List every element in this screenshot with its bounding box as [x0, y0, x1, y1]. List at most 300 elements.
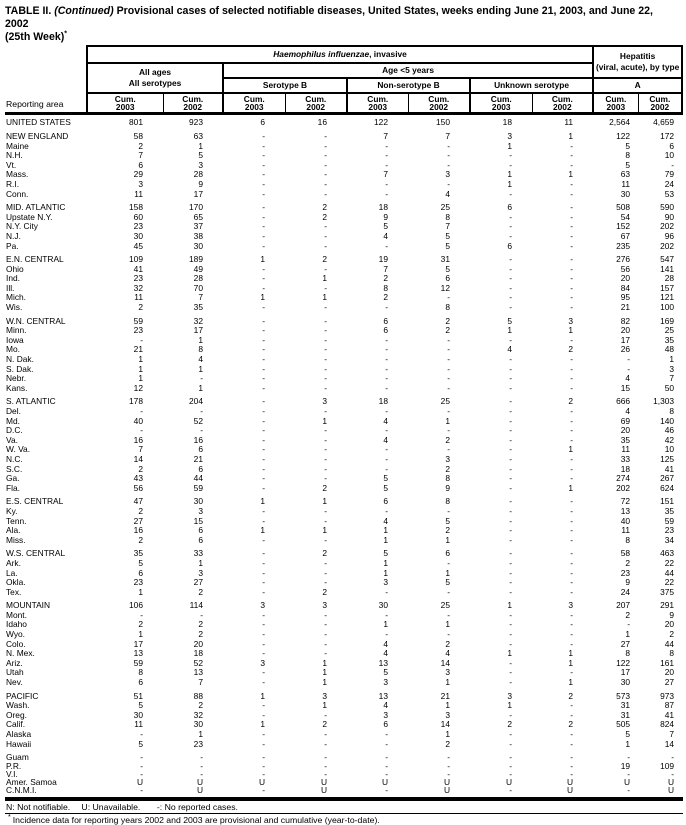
value-cell: 2,564: [609, 117, 631, 128]
value-cell: 106: [129, 600, 143, 611]
value-cell: 6: [445, 548, 450, 559]
all-ages-header: [87, 63, 223, 93]
value-cell: -: [324, 505, 327, 516]
value-cell: 1: [260, 525, 265, 536]
value-cell: 4: [507, 344, 512, 355]
value-cell: 17: [620, 667, 631, 678]
value-cell: -: [509, 463, 512, 474]
value-cell: -: [324, 557, 327, 568]
table-row: [5, 407, 682, 417]
value-cell: -: [385, 382, 388, 393]
value-cell: -: [262, 130, 265, 141]
value-cell: -: [262, 178, 265, 189]
table-row: [5, 597, 682, 611]
value-cell: -: [509, 263, 512, 274]
value-cell: 3: [322, 600, 327, 611]
value-cell: 3: [198, 567, 203, 578]
value-cell: 2: [198, 700, 203, 711]
value-cell: 13: [378, 690, 388, 701]
value-cell: 1: [198, 729, 203, 740]
value-cell: 2: [138, 463, 143, 474]
reporting-area-cell: D.C.: [6, 426, 23, 436]
value-cell: 1: [507, 140, 512, 151]
value-cell: -: [570, 178, 574, 189]
value-cell: -: [447, 444, 450, 455]
value-cell: 51: [133, 690, 143, 701]
reporting-area-cell: N.Y. City: [6, 222, 38, 232]
value-cell: -: [509, 677, 512, 688]
value-cell: 573: [616, 690, 631, 701]
value-cell: -: [324, 619, 327, 630]
value-cell: -: [324, 752, 327, 763]
value-cell: -: [627, 768, 631, 779]
value-cell: -: [324, 453, 327, 464]
value-cell: 1: [138, 363, 143, 374]
value-cell: 6: [198, 463, 203, 474]
value-cell: 26: [620, 344, 631, 355]
value-cell: 100: [660, 302, 675, 313]
table-row: [5, 417, 682, 427]
value-cell: -: [324, 140, 327, 151]
reporting-area-cell: Guam: [6, 752, 29, 762]
reporting-area-cell: Mo.: [6, 345, 20, 355]
value-cell: 52: [193, 415, 203, 426]
value-cell: 121: [660, 292, 675, 303]
value-cell: -: [262, 709, 265, 720]
table-row: [5, 199, 682, 213]
value-cell: -: [509, 434, 512, 445]
value-cell: -: [509, 657, 512, 668]
value-cell: -: [509, 453, 512, 464]
value-cell: 41: [664, 709, 675, 720]
value-cell: 3: [383, 677, 388, 688]
value-cell: 1: [625, 738, 631, 749]
value-cell: 6: [260, 117, 265, 128]
value-cell: 2: [625, 609, 631, 620]
value-cell: -: [140, 406, 143, 417]
value-cell: -: [509, 363, 512, 374]
value-cell: U: [443, 785, 450, 796]
value-cell: 63: [193, 130, 203, 141]
value-cell: -: [570, 700, 574, 711]
all-serotypes-label: All serotypes: [128, 78, 182, 89]
value-cell: 6: [383, 325, 388, 336]
value-cell: 1: [322, 667, 327, 678]
value-cell: -: [262, 140, 265, 151]
table-section: [5, 545, 682, 597]
value-cell: -: [509, 425, 512, 436]
value-cell: 122: [374, 117, 388, 128]
table-row: [5, 730, 682, 740]
table-section: [5, 393, 682, 493]
value-cell: 1: [507, 178, 512, 189]
value-cell: 4: [445, 188, 450, 199]
value-cell: 109: [660, 760, 675, 771]
value-cell: 59: [664, 515, 675, 526]
hepatitis-subtitle: (viral, acute), by type: [595, 62, 680, 73]
value-cell: -: [324, 344, 327, 355]
value-cell: 1: [322, 657, 327, 668]
value-cell: 3: [260, 600, 265, 611]
value-cell: 5: [383, 548, 388, 559]
value-cell: 8: [445, 473, 450, 484]
value-cell: 109: [129, 254, 143, 265]
value-cell: -: [570, 760, 574, 771]
value-cell: 23: [664, 525, 675, 536]
value-cell: -: [509, 577, 512, 588]
value-cell: 9: [625, 577, 631, 588]
value-cell: 28: [193, 273, 203, 284]
cum-2003-header: Cum. 2003: [593, 93, 638, 114]
reporting-area-cell: MOUNTAIN: [6, 600, 51, 611]
value-cell: -: [570, 221, 574, 232]
value-cell: -: [509, 586, 512, 597]
reporting-area-cell: R.I.: [6, 179, 20, 189]
value-cell: 7: [669, 373, 675, 384]
table-row: [5, 284, 682, 294]
value-cell: 6: [138, 677, 143, 688]
cum-2003-header: Cum. 2003: [470, 93, 532, 114]
value-cell: -: [262, 334, 265, 345]
value-cell: -: [262, 315, 265, 326]
hepatitis-a-header: A: [593, 78, 682, 93]
reporting-area-cell: Wyo.: [6, 630, 26, 640]
value-cell: -: [509, 515, 512, 526]
value-cell: 2: [138, 505, 143, 516]
value-cell: -: [324, 629, 327, 640]
reporting-area-cell: Miss.: [6, 535, 26, 545]
cum-2003-header: Cum. 2003: [223, 93, 285, 114]
value-cell: 3: [198, 505, 203, 516]
value-cell: 1: [507, 600, 512, 611]
value-cell: -: [324, 567, 327, 578]
value-cell: 8: [445, 496, 450, 507]
value-cell: -: [447, 354, 450, 365]
value-cell: 1: [322, 677, 327, 688]
reporting-area-cell: Maine: [6, 141, 29, 151]
value-cell: -: [509, 752, 512, 763]
value-cell: -: [570, 496, 574, 507]
value-cell: -: [262, 785, 265, 796]
value-cell: -: [262, 425, 265, 436]
value-cell: 4: [625, 406, 631, 417]
value-cell: 72: [620, 496, 631, 507]
value-cell: 8: [198, 344, 203, 355]
value-cell: 96: [664, 230, 675, 241]
value-cell: 508: [616, 202, 631, 213]
value-cell: -: [570, 638, 574, 649]
value-cell: -: [324, 315, 327, 326]
value-cell: 2: [198, 619, 203, 630]
table-row: [5, 526, 682, 536]
value-cell: 5: [445, 230, 450, 241]
table-row: [5, 474, 682, 484]
value-cell: 1: [568, 130, 574, 141]
value-cell: -: [262, 188, 265, 199]
value-cell: -: [324, 738, 327, 749]
value-cell: -: [385, 738, 388, 749]
reporting-area-cell: C.N.M.I.: [6, 786, 37, 795]
value-cell: -: [262, 169, 265, 180]
value-cell: 33: [620, 453, 631, 464]
value-cell: -: [447, 586, 450, 597]
value-cell: 59: [133, 657, 143, 668]
table-section: [5, 313, 682, 394]
value-cell: 49: [193, 263, 203, 274]
reporting-area-cell: Nebr.: [6, 374, 27, 384]
value-cell: 6: [507, 202, 512, 213]
value-cell: 4: [383, 638, 388, 649]
value-cell: -: [262, 230, 265, 241]
value-cell: U: [320, 777, 327, 788]
value-cell: 235: [616, 240, 631, 251]
value-cell: -: [262, 382, 265, 393]
reporting-area-cell: N. Dak.: [6, 355, 34, 365]
reporting-area-cell: Ala.: [6, 526, 21, 536]
value-cell: 973: [660, 690, 675, 701]
value-cell: -: [324, 221, 327, 232]
value-cell: 33: [193, 548, 203, 559]
value-cell: -: [262, 415, 265, 426]
value-cell: 9: [669, 609, 675, 620]
value-cell: 69: [620, 415, 631, 426]
value-cell: -: [324, 406, 327, 417]
value-cell: 7: [383, 130, 388, 141]
value-cell: 161: [660, 657, 675, 668]
value-cell: -: [570, 254, 574, 265]
value-cell: -: [262, 473, 265, 484]
value-cell: 1: [198, 140, 203, 151]
value-cell: -: [262, 768, 265, 779]
table-section: [5, 688, 682, 750]
table-row: [5, 493, 682, 507]
value-cell: -: [324, 463, 327, 474]
value-cell: U: [320, 785, 327, 796]
value-cell: -: [324, 150, 327, 161]
value-cell: 2: [322, 719, 327, 730]
value-cell: -: [262, 515, 265, 526]
reporting-area-cell: Hawaii: [6, 739, 32, 749]
value-cell: 207: [616, 600, 631, 611]
table-row: [5, 762, 682, 770]
table-row: [5, 659, 682, 669]
value-cell: 2: [383, 273, 388, 284]
unknown-serotype-header: Unknown serotype: [470, 78, 593, 93]
value-cell: 1: [260, 690, 265, 701]
value-cell: 5: [625, 729, 631, 740]
reporting-area-cell: Mont.: [6, 610, 27, 620]
value-cell: -: [262, 667, 265, 678]
value-cell: -: [570, 202, 574, 213]
table-row: [5, 588, 682, 598]
value-cell: 41: [664, 463, 675, 474]
value-cell: -: [447, 609, 450, 620]
value-cell: -: [324, 648, 327, 659]
value-cell: 6: [138, 159, 143, 170]
value-cell: 2: [507, 719, 512, 730]
title-footnote-marker: *: [64, 30, 67, 38]
value-cell: -: [509, 396, 512, 407]
value-cell: -: [262, 700, 265, 711]
reporting-area-cell: Vt.: [6, 160, 17, 170]
value-cell: 5: [445, 577, 450, 588]
value-cell: -: [324, 444, 327, 455]
table-row: [5, 170, 682, 180]
value-cell: 1: [568, 677, 574, 688]
value-cell: -: [200, 425, 203, 436]
value-cell: 8: [445, 211, 450, 222]
value-cell: 22: [664, 577, 675, 588]
value-cell: -: [447, 140, 450, 151]
value-cell: 1: [568, 648, 574, 659]
value-cell: -: [570, 282, 574, 293]
value-cell: -: [509, 254, 512, 265]
value-cell: 31: [440, 254, 450, 265]
value-cell: -: [447, 373, 450, 384]
value-cell: -: [262, 325, 265, 336]
table-row: [5, 701, 682, 711]
value-cell: 20: [620, 325, 631, 336]
value-cell: -: [324, 760, 327, 771]
value-cell: 27: [620, 638, 631, 649]
value-cell: -: [324, 382, 327, 393]
value-cell: 15: [193, 515, 203, 526]
table-row: [5, 365, 682, 375]
value-cell: -: [570, 425, 574, 436]
value-cell: 2: [138, 534, 143, 545]
value-cell: 3: [445, 169, 450, 180]
value-cell: -: [447, 406, 450, 417]
value-cell: 30: [133, 230, 143, 241]
value-cell: 9: [383, 211, 388, 222]
reporting-area-cell: MID. ATLANTIC: [6, 202, 66, 213]
value-cell: 2: [322, 211, 327, 222]
value-cell: -: [570, 406, 574, 417]
table-row: [5, 326, 682, 336]
value-cell: U: [668, 785, 675, 796]
value-cell: -: [385, 344, 388, 355]
table-section: [5, 251, 682, 313]
value-cell: 8: [445, 302, 450, 313]
value-cell: -: [385, 406, 388, 417]
value-cell: 4: [383, 700, 388, 711]
value-cell: -: [570, 738, 574, 749]
value-cell: -: [447, 292, 450, 303]
table-row: [5, 668, 682, 678]
value-cell: 44: [664, 638, 675, 649]
legend-not-notifiable: N: Not notifiable.: [6, 801, 71, 812]
value-cell: -: [262, 752, 265, 763]
value-cell: 88: [193, 690, 203, 701]
value-cell: -: [200, 752, 203, 763]
table-row: [5, 559, 682, 569]
value-cell: -: [509, 548, 512, 559]
reporting-area-cell: Oreg.: [6, 710, 27, 720]
value-cell: -: [570, 619, 574, 630]
table-row: [5, 640, 682, 650]
value-cell: -: [262, 586, 265, 597]
value-cell: -: [509, 159, 512, 170]
value-cell: 5: [138, 738, 143, 749]
value-cell: 202: [660, 221, 675, 232]
table-row: [5, 303, 682, 313]
value-cell: 8: [625, 150, 631, 161]
value-cell: 3: [138, 178, 143, 189]
table-row: [5, 128, 682, 142]
value-cell: 172: [660, 130, 675, 141]
value-cell: -: [509, 629, 512, 640]
value-cell: 2: [322, 202, 327, 213]
value-cell: -: [570, 567, 574, 578]
value-cell: 1: [138, 354, 143, 365]
value-cell: U: [505, 777, 512, 788]
value-cell: -: [324, 609, 327, 620]
value-cell: 1: [445, 415, 450, 426]
value-cell: -: [447, 382, 450, 393]
table-row: [5, 274, 682, 284]
value-cell: 1: [138, 586, 143, 597]
value-cell: U: [668, 777, 675, 788]
reporting-area-cell: Utah: [6, 668, 24, 678]
value-cell: -: [324, 240, 327, 251]
value-cell: -: [262, 240, 265, 251]
value-cell: 6: [138, 567, 143, 578]
value-cell: 13: [378, 657, 388, 668]
value-cell: 20: [193, 638, 203, 649]
reporting-area-cell: NEW ENGLAND: [6, 130, 69, 141]
table-header: [5, 46, 682, 114]
legend-no-reported-cases: -: No reported cases.: [156, 801, 238, 812]
value-cell: -: [570, 548, 574, 559]
value-cell: 21: [133, 344, 143, 355]
value-cell: 7: [445, 221, 450, 232]
value-cell: -: [262, 482, 265, 493]
reporting-area-cell: Mich.: [6, 293, 27, 303]
value-cell: -: [262, 273, 265, 284]
value-cell: -: [200, 609, 203, 620]
value-cell: 30: [620, 188, 631, 199]
value-cell: 6: [383, 719, 388, 730]
value-cell: 1: [198, 557, 203, 568]
hepatitis-group-header: [593, 46, 682, 78]
table-row: [5, 393, 682, 407]
value-cell: 35: [664, 505, 675, 516]
value-cell: 2: [445, 325, 450, 336]
value-cell: 1: [383, 525, 388, 536]
value-cell: 2: [445, 463, 450, 474]
value-cell: -: [447, 629, 450, 640]
reporting-area-cell: N. Mex.: [6, 649, 35, 659]
value-cell: 23: [133, 221, 143, 232]
value-cell: 7: [198, 292, 203, 303]
reporting-area-cell: N.J.: [6, 231, 21, 241]
value-cell: -: [509, 709, 512, 720]
value-cell: 291: [660, 600, 675, 611]
value-cell: 122: [616, 130, 631, 141]
reporting-area-cell: W.S. CENTRAL: [6, 548, 66, 559]
value-cell: 8: [138, 667, 143, 678]
value-cell: -: [385, 453, 388, 464]
value-cell: 1: [669, 354, 675, 365]
value-cell: 24: [620, 586, 631, 597]
value-cell: 18: [502, 117, 512, 128]
reporting-area-cell: Amer. Samoa: [6, 778, 57, 787]
value-cell: 4: [445, 648, 450, 659]
value-cell: 1: [568, 325, 574, 336]
value-cell: 4: [383, 648, 388, 659]
value-cell: 140: [660, 415, 675, 426]
value-cell: 40: [133, 415, 143, 426]
